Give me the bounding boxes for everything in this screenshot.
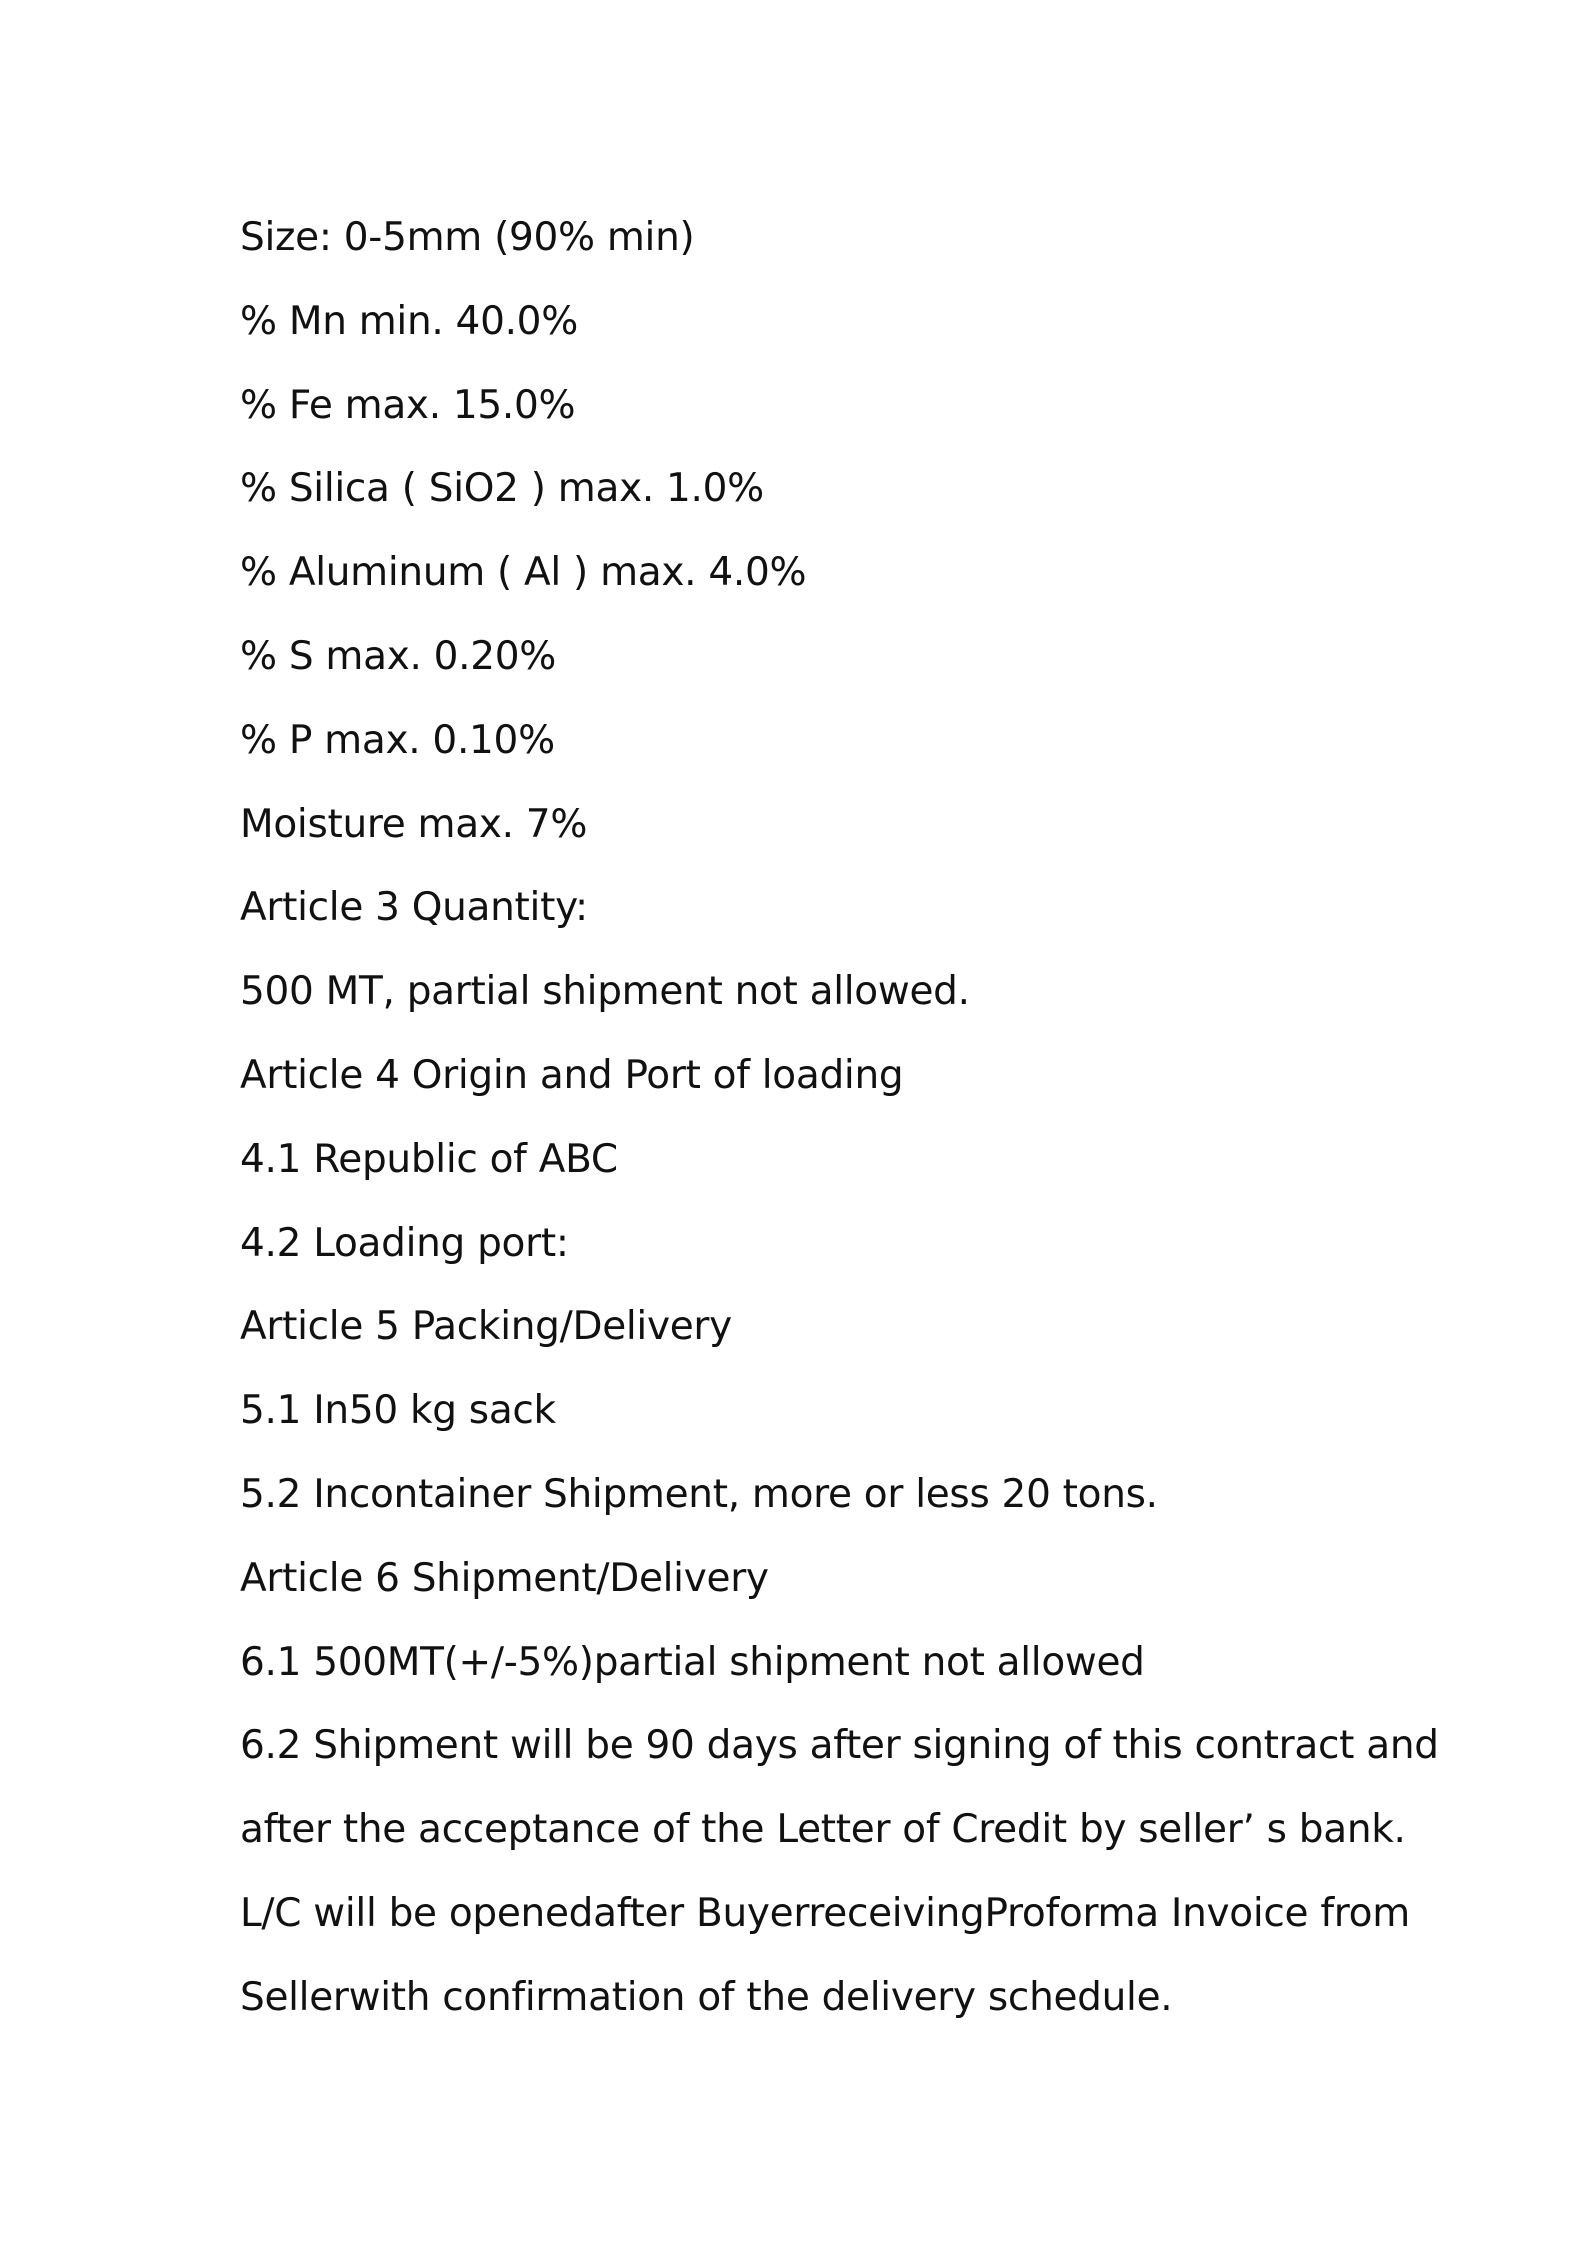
spec-aluminum: % Aluminum ( Al ) max. 4.0% xyxy=(240,550,807,596)
article-6-2-line-1: 6.2 Shipment will be 90 days after signing of this contract and xyxy=(240,1723,1439,1769)
article-4-heading: Article 4 Origin and Port of loading xyxy=(240,1052,904,1098)
article-5-heading: Article 5 Packing/Delivery xyxy=(240,1304,732,1350)
spec-silica: % Silica ( SiO2 ) max. 1.0% xyxy=(240,466,764,512)
article-4-1: 4.1 Republic of ABC xyxy=(240,1136,618,1182)
article-6-2-line-4: Sellerwith confirmation of the delivery schedule. xyxy=(240,1974,1173,2020)
spec-sulfur: % S max. 0.20% xyxy=(240,633,557,679)
article-3-heading: Article 3 Quantity: xyxy=(240,885,588,931)
article-4-2: 4.2 Loading port: xyxy=(240,1220,569,1266)
spec-size: Size: 0-5mm (90% min) xyxy=(240,215,695,260)
spec-moisture: Moisture max. 7% xyxy=(240,801,588,847)
article-5-1: 5.1 In50 kg sack xyxy=(240,1388,556,1434)
spec-iron: % Fe max. 15.0% xyxy=(240,382,576,428)
article-6-heading: Article 6 Shipment/Delivery xyxy=(240,1555,769,1601)
article-5-2: 5.2 Incontainer Shipment, more or less 20 tons. xyxy=(240,1471,1158,1517)
article-6-2-line-3: L/C will be openedafter BuyerreceivingProforma Invoice from xyxy=(240,1890,1410,1936)
article-6-1: 6.1 500MT(+/-5%)partial shipment not allowed xyxy=(240,1639,1145,1685)
article-3-quantity: 500 MT, partial shipment not allowed. xyxy=(240,969,970,1015)
spec-manganese: % Mn min. 40.0% xyxy=(240,298,578,344)
document-body xyxy=(240,196,1439,2040)
article-6-2-line-2: after the acceptance of the Letter of Credit by seller’ s bank. xyxy=(240,1807,1406,1853)
spec-phosphorus: % P max. 0.10% xyxy=(240,717,555,763)
